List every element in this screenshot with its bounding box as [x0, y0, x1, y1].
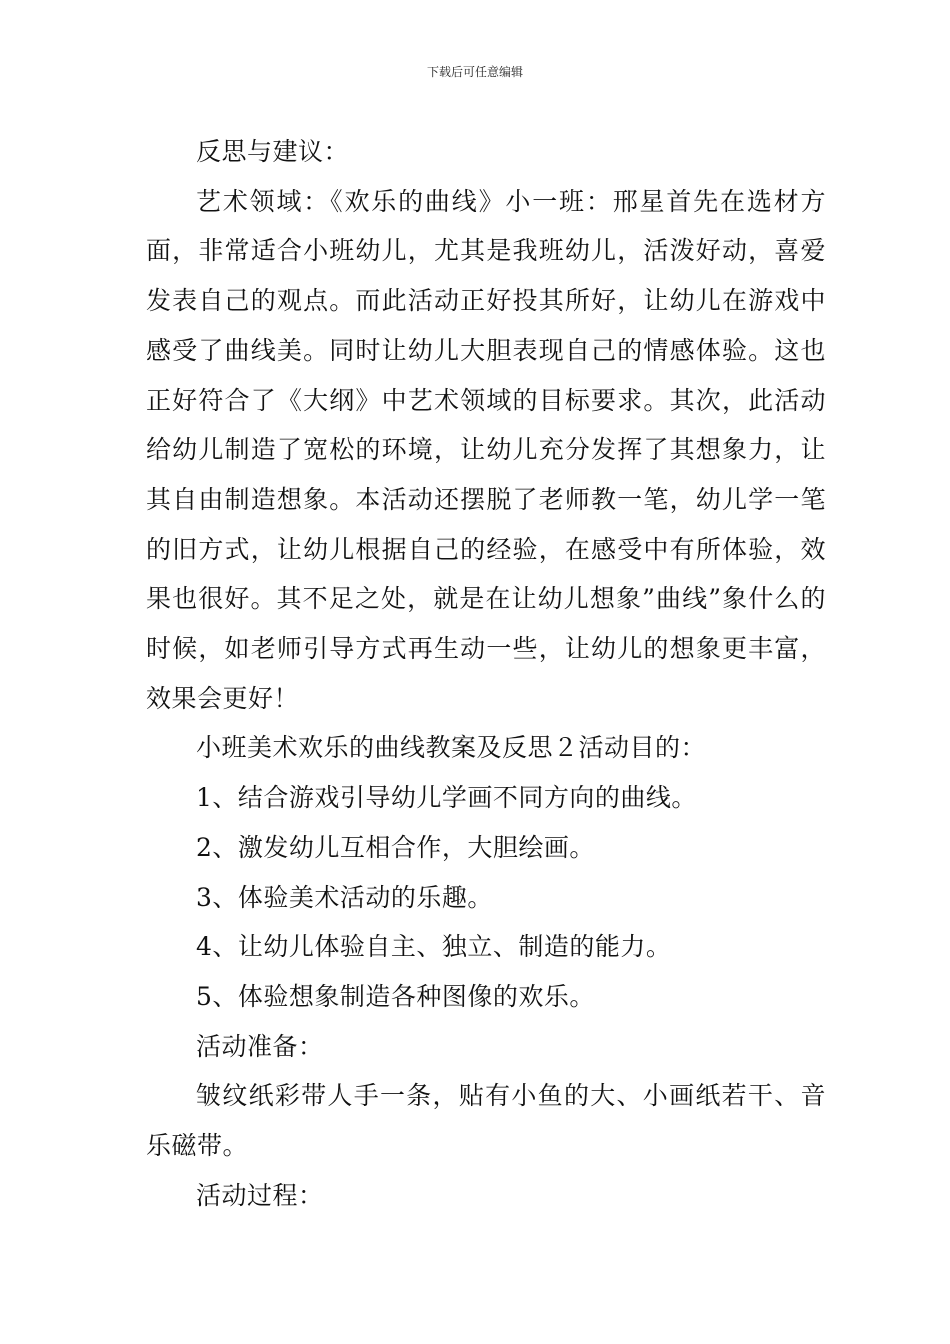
- reflection-paragraph: 艺术领域：《欢乐的曲线》小一班：邢星首先在选材方面，非常适合小班幼儿，尤其是我班幼儿，活泼好动，喜爱发表自己的观点。而此活动正好投其所好，让幼儿在游戏中感受了曲线美。同时让幼儿大胆表现自己的情感体验。这也正好符合了《大纲》中艺术领域的目标要求。其次，此活动给幼儿制造了宽松的环境，让幼儿充分发挥了其想象力，让其自由制造想象。本活动还摆脱了老师教一笔，幼儿学一笔的旧方式，让幼儿根据自己的经验，在感受中有所体验，效果也很好。其不足之处，就是在让幼儿想象”曲线”象什么的时候，如老师引导方式再生动一些，让幼儿的想象更丰富，效果会更好！: [146, 186, 826, 713]
- goal-item-3: 3、体验美术活动的乐趣。: [196, 882, 493, 912]
- lesson-title-goals: 小班美术欢乐的曲线教案及反思２活动目的：: [196, 733, 707, 763]
- preparation-paragraph: 皱纹纸彩带人手一条，贴有小鱼的大、小画纸若干、音乐磁带。: [146, 1081, 826, 1161]
- goal-item-2: 2、激发幼儿互相合作，大胆绘画。: [196, 832, 595, 862]
- goal-item-1: 1、结合游戏引导幼儿学画不同方向的曲线。: [196, 783, 697, 813]
- goal-item-5: 5、体验想象制造各种图像的欢乐。: [196, 981, 595, 1011]
- section-heading-process: 活动过程：: [196, 1180, 324, 1210]
- goal-item-4: 4、让幼儿体验自主、独立、制造的能力。: [196, 932, 672, 962]
- section-heading-preparation: 活动准备：: [196, 1031, 324, 1061]
- page-header: 下载后可任意编辑: [426, 65, 523, 79]
- document-body: [146, 127, 826, 1220]
- section-heading-reflection: 反思与建议：: [196, 137, 350, 166]
